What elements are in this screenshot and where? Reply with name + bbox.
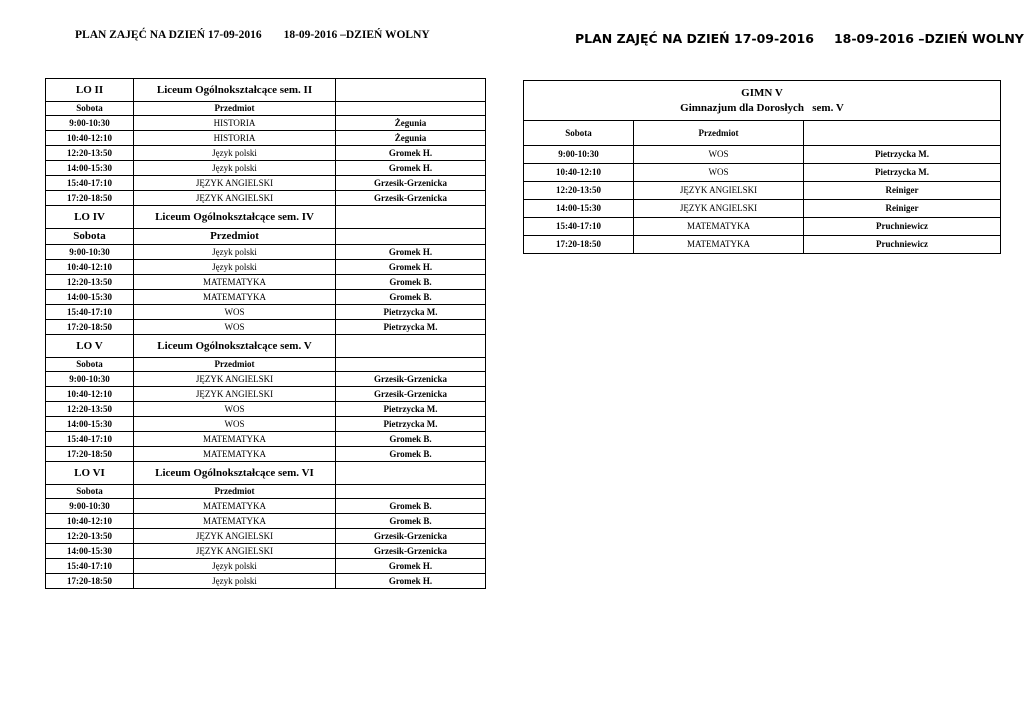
subject-cell: WOS bbox=[134, 320, 336, 335]
table-row bbox=[46, 275, 486, 290]
time-cell: 12:20-13:50 bbox=[46, 146, 134, 161]
time-cell: 14:00-15:30 bbox=[46, 161, 134, 176]
column-header-row bbox=[46, 102, 486, 116]
teacher-cell: Pietrzycka M. bbox=[336, 305, 486, 320]
day-column-header: Sobota bbox=[46, 485, 134, 499]
table-row bbox=[46, 447, 486, 462]
subject-cell: WOS bbox=[634, 164, 804, 182]
teacher-cell: Reiniger bbox=[804, 182, 1001, 200]
subject-cell: JĘZYK ANGIELSKI bbox=[134, 387, 336, 402]
teacher-cell: Pruchniewicz bbox=[804, 218, 1001, 236]
free-day-note: 18-09-2016 –DZIEŃ WOLNY bbox=[833, 31, 1024, 46]
subject-cell: JĘZYK ANGIELSKI bbox=[134, 176, 336, 191]
time-cell: 12:20-13:50 bbox=[46, 275, 134, 290]
table-row bbox=[46, 499, 486, 514]
plan-title: PLAN ZAJĘĆ NA DZIEŃ 17-09-2016 bbox=[75, 29, 262, 41]
teacher-cell: Gromek B. bbox=[336, 432, 486, 447]
time-cell: 9:00-10:30 bbox=[46, 245, 134, 260]
subject-cell: MATEMATYKA bbox=[134, 499, 336, 514]
time-cell: 10:40-12:10 bbox=[524, 164, 634, 182]
time-cell: 10:40-12:10 bbox=[46, 131, 134, 146]
subject-cell: Język polski bbox=[134, 559, 336, 574]
time-cell: 14:00-15:30 bbox=[46, 544, 134, 559]
section-code: GIMN V bbox=[741, 86, 783, 99]
time-cell: 15:40-17:10 bbox=[46, 176, 134, 191]
table-row bbox=[46, 131, 486, 146]
teacher-cell: Gromek B. bbox=[336, 275, 486, 290]
teacher-cell: Pietrzycka M. bbox=[804, 146, 1001, 164]
section-title-cell bbox=[524, 81, 1001, 121]
subject-cell: WOS bbox=[634, 146, 804, 164]
table-row bbox=[46, 176, 486, 191]
subject-cell: MATEMATYKA bbox=[634, 218, 804, 236]
teacher-cell: Gromek H. bbox=[336, 260, 486, 275]
teacher-cell: Pruchniewicz bbox=[804, 236, 1001, 254]
teacher-cell: Gromek B. bbox=[336, 514, 486, 529]
teacher-cell: Gromek H. bbox=[336, 161, 486, 176]
section-header-row bbox=[46, 335, 486, 358]
teacher-cell: Pietrzycka M. bbox=[336, 417, 486, 432]
teacher-cell: Pietrzycka M. bbox=[336, 320, 486, 335]
subject-cell: Język polski bbox=[134, 574, 336, 589]
teacher-column-header bbox=[336, 229, 486, 245]
time-cell: 17:20-18:50 bbox=[46, 447, 134, 462]
gimnazjum-rows bbox=[524, 146, 1001, 254]
time-cell: 15:40-17:10 bbox=[524, 218, 634, 236]
page-title-right bbox=[575, 31, 1024, 46]
day-column-header: Sobota bbox=[46, 358, 134, 372]
subject-cell: HISTORIA bbox=[134, 131, 336, 146]
time-cell: 17:20-18:50 bbox=[524, 236, 634, 254]
subject-cell: HISTORIA bbox=[134, 116, 336, 131]
table-row bbox=[46, 544, 486, 559]
subject-column-header: Przedmiot bbox=[134, 229, 336, 245]
day-column-header: Sobota bbox=[46, 102, 134, 116]
day-column-header: Sobota bbox=[524, 121, 634, 146]
teacher-cell: Grzesik-Grzenicka bbox=[336, 544, 486, 559]
table-row bbox=[46, 372, 486, 387]
teacher-cell: Gromek B. bbox=[336, 447, 486, 462]
section-header-row bbox=[46, 206, 486, 229]
time-cell: 9:00-10:30 bbox=[524, 146, 634, 164]
time-cell: 15:40-17:10 bbox=[46, 305, 134, 320]
teacher-cell: Gromek B. bbox=[336, 499, 486, 514]
table-row bbox=[46, 529, 486, 544]
time-cell: 17:20-18:50 bbox=[46, 191, 134, 206]
subject-cell: Język polski bbox=[134, 260, 336, 275]
page-title-left bbox=[75, 29, 430, 41]
subject-cell: JĘZYK ANGIELSKI bbox=[634, 182, 804, 200]
table-row bbox=[46, 514, 486, 529]
table-row bbox=[46, 574, 486, 589]
time-cell: 14:00-15:30 bbox=[46, 417, 134, 432]
teacher-cell: Gromek H. bbox=[336, 245, 486, 260]
free-day-note: 18-09-2016 –DZIEŃ WOLNY bbox=[283, 29, 430, 41]
section-empty-cell bbox=[336, 335, 486, 358]
table-row bbox=[524, 200, 1001, 218]
teacher-cell: Reiniger bbox=[804, 200, 1001, 218]
lyceum-schedule-body bbox=[46, 79, 486, 589]
subject-cell: Język polski bbox=[134, 161, 336, 176]
teacher-cell: Grzesik-Grzenicka bbox=[336, 529, 486, 544]
section-header-row bbox=[524, 81, 1001, 121]
subject-cell: JĘZYK ANGIELSKI bbox=[134, 529, 336, 544]
time-cell: 15:40-17:10 bbox=[46, 432, 134, 447]
subject-cell: MATEMATYKA bbox=[134, 290, 336, 305]
section-name: Liceum Ogólnokształcące sem. VI bbox=[134, 462, 336, 485]
day-column-header: Sobota bbox=[46, 229, 134, 245]
lyceum-schedule-table bbox=[45, 78, 486, 589]
section-empty-cell bbox=[336, 462, 486, 485]
time-cell: 10:40-12:10 bbox=[46, 387, 134, 402]
subject-cell: JĘZYK ANGIELSKI bbox=[134, 544, 336, 559]
time-cell: 9:00-10:30 bbox=[46, 372, 134, 387]
subject-cell: Język polski bbox=[134, 146, 336, 161]
teacher-cell: Grzesik-Grzenicka bbox=[336, 387, 486, 402]
column-header-row bbox=[46, 358, 486, 372]
table-row bbox=[46, 146, 486, 161]
section-name: Liceum Ogólnokształcące sem. V bbox=[134, 335, 336, 358]
subject-cell: MATEMATYKA bbox=[634, 236, 804, 254]
time-cell: 15:40-17:10 bbox=[46, 559, 134, 574]
teacher-column-header bbox=[336, 102, 486, 116]
table-row bbox=[46, 402, 486, 417]
time-cell: 14:00-15:30 bbox=[524, 200, 634, 218]
section-code: LO VI bbox=[46, 462, 134, 485]
subject-cell: JĘZYK ANGIELSKI bbox=[134, 372, 336, 387]
teacher-cell: Żegunia bbox=[336, 131, 486, 146]
section-code: LO V bbox=[46, 335, 134, 358]
subject-cell: WOS bbox=[134, 417, 336, 432]
subject-cell: MATEMATYKA bbox=[134, 275, 336, 290]
teacher-cell: Żegunia bbox=[336, 116, 486, 131]
column-header-row bbox=[46, 485, 486, 499]
subject-cell: WOS bbox=[134, 305, 336, 320]
teacher-column-header bbox=[336, 485, 486, 499]
table-row bbox=[524, 236, 1001, 254]
subject-column-header: Przedmiot bbox=[634, 121, 804, 146]
section-code: LO IV bbox=[46, 206, 134, 229]
table-row bbox=[46, 260, 486, 275]
table-row bbox=[46, 191, 486, 206]
plan-title: PLAN ZAJĘĆ NA DZIEŃ 17-09-2016 bbox=[575, 31, 814, 46]
teacher-cell: Gromek B. bbox=[336, 290, 486, 305]
time-cell: 17:20-18:50 bbox=[46, 320, 134, 335]
time-cell: 9:00-10:30 bbox=[46, 116, 134, 131]
teacher-column-header bbox=[336, 358, 486, 372]
subject-cell: JĘZYK ANGIELSKI bbox=[634, 200, 804, 218]
table-row bbox=[46, 559, 486, 574]
time-cell: 12:20-13:50 bbox=[524, 182, 634, 200]
time-cell: 10:40-12:10 bbox=[46, 514, 134, 529]
teacher-cell: Gromek H. bbox=[336, 146, 486, 161]
table-row bbox=[524, 164, 1001, 182]
section-empty-cell bbox=[336, 79, 486, 102]
table-row bbox=[46, 320, 486, 335]
time-cell: 9:00-10:30 bbox=[46, 499, 134, 514]
subject-cell: MATEMATYKA bbox=[134, 432, 336, 447]
subject-column-header: Przedmiot bbox=[134, 102, 336, 116]
column-header-row bbox=[524, 121, 1001, 146]
table-row bbox=[46, 305, 486, 320]
teacher-cell: Grzesik-Grzenicka bbox=[336, 191, 486, 206]
table-row bbox=[46, 116, 486, 131]
subject-cell: MATEMATYKA bbox=[134, 514, 336, 529]
teacher-cell: Pietrzycka M. bbox=[804, 164, 1001, 182]
table-row bbox=[46, 387, 486, 402]
section-header-row bbox=[46, 79, 486, 102]
subject-cell: MATEMATYKA bbox=[134, 447, 336, 462]
table-row bbox=[46, 245, 486, 260]
section-empty-cell bbox=[336, 206, 486, 229]
teacher-cell: Grzesik-Grzenicka bbox=[336, 372, 486, 387]
time-cell: 14:00-15:30 bbox=[46, 290, 134, 305]
section-name: Liceum Ogólnokształcące sem. II bbox=[134, 79, 336, 102]
time-cell: 12:20-13:50 bbox=[46, 402, 134, 417]
time-cell: 10:40-12:10 bbox=[46, 260, 134, 275]
teacher-cell: Pietrzycka M. bbox=[336, 402, 486, 417]
table-row bbox=[524, 182, 1001, 200]
teacher-cell: Gromek H. bbox=[336, 559, 486, 574]
table-row bbox=[46, 161, 486, 176]
teacher-cell: Gromek H. bbox=[336, 574, 486, 589]
table-row bbox=[524, 218, 1001, 236]
teacher-cell: Grzesik-Grzenicka bbox=[336, 176, 486, 191]
teacher-column-header bbox=[804, 121, 1001, 146]
time-cell: 17:20-18:50 bbox=[46, 574, 134, 589]
table-row bbox=[46, 417, 486, 432]
section-name: Gimnazjum dla Dorosłych sem. V bbox=[680, 101, 844, 114]
section-code: LO II bbox=[46, 79, 134, 102]
subject-column-header: Przedmiot bbox=[134, 358, 336, 372]
table-row bbox=[46, 290, 486, 305]
subject-cell: Język polski bbox=[134, 245, 336, 260]
table-row bbox=[524, 146, 1001, 164]
subject-cell: JĘZYK ANGIELSKI bbox=[134, 191, 336, 206]
section-header-row bbox=[46, 462, 486, 485]
column-header-row bbox=[46, 229, 486, 245]
subject-cell: WOS bbox=[134, 402, 336, 417]
section-name: Liceum Ogólnokształcące sem. IV bbox=[134, 206, 336, 229]
table-row bbox=[46, 432, 486, 447]
subject-column-header: Przedmiot bbox=[134, 485, 336, 499]
gimnazjum-schedule-table bbox=[523, 80, 1001, 254]
time-cell: 12:20-13:50 bbox=[46, 529, 134, 544]
